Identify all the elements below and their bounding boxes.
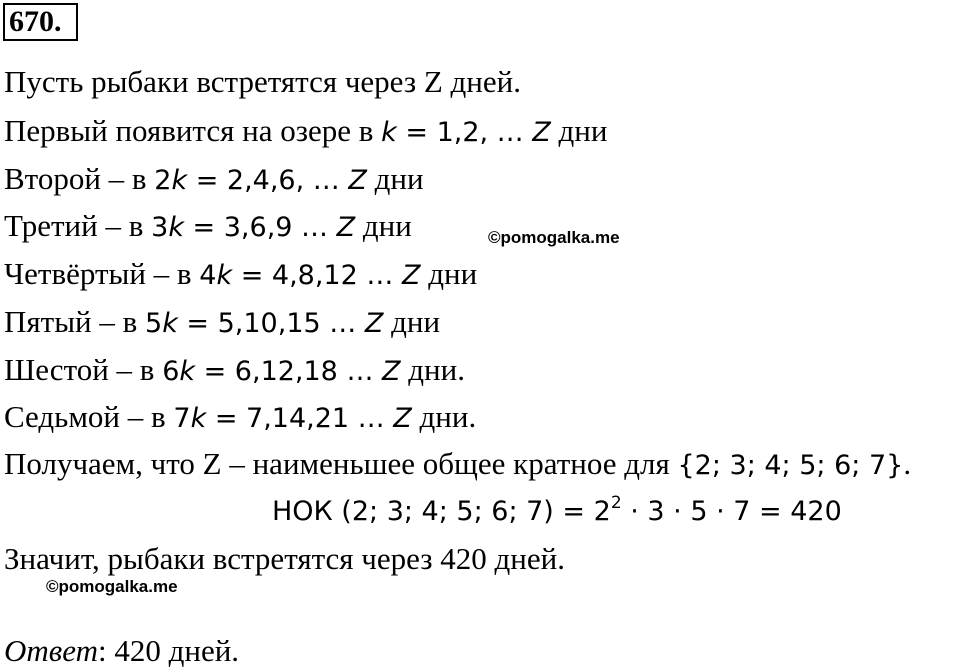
var-k: k — [216, 260, 233, 291]
line-third-end: дни — [355, 208, 412, 243]
line-seventh-math — [173, 403, 411, 434]
var-k: k — [179, 356, 196, 387]
line-first-end: дни — [550, 113, 608, 148]
lcm-exponent: 2 — [610, 493, 622, 513]
line-third-math — [151, 212, 355, 243]
sequence: = 2,4,6, … — [187, 165, 349, 196]
coef: 4 — [199, 260, 217, 291]
line-fifth-text: Пятый – в — [4, 304, 145, 339]
var-z: Z — [382, 356, 401, 387]
watermark-bottom: ©pomogalka.me — [46, 577, 178, 596]
var-k: k — [171, 165, 188, 196]
sequence: = 4,8,12 … — [232, 260, 402, 291]
answer-text: : 420 дней. — [97, 633, 240, 668]
line-result: Значит, рыбаки встретятся через 420 дней. — [4, 541, 565, 576]
task-number: 670. — [3, 3, 78, 41]
lcm-right: · 3 · 5 · 7 = 420 — [621, 496, 842, 527]
coef: 2 — [154, 165, 172, 196]
line-seventh-end: дни. — [411, 399, 477, 434]
line-sixth — [4, 352, 465, 390]
coef: 3 — [151, 212, 169, 243]
line-second — [4, 161, 424, 199]
line-first-text: Первый появится на озере в — [4, 113, 382, 148]
watermark-top: ©pomogalka.me — [488, 228, 620, 247]
sequence: = 7,14,21 … — [206, 403, 394, 434]
line-fifth — [4, 304, 440, 342]
var-z: Z — [532, 117, 551, 148]
line-fifth-math — [145, 308, 383, 339]
answer-line — [4, 633, 239, 669]
line-conclusion-end: . — [903, 446, 912, 481]
line-second-math — [154, 165, 367, 196]
answer-label: Ответ — [4, 633, 98, 668]
var-z: Z — [348, 165, 367, 196]
lcm-formula — [272, 494, 842, 530]
line-fourth-end: дни — [420, 256, 478, 291]
line-second-text: Второй – в — [4, 161, 155, 196]
line-seventh — [4, 399, 476, 437]
sequence: = 3,6,9 … — [183, 212, 337, 243]
var-k: k — [162, 308, 178, 339]
var-k: k — [168, 212, 184, 243]
lcm-left: НОК (2; 3; 4; 5; 6; 7) = 2 — [272, 496, 611, 527]
line-fourth-text: Четвёртый – в — [4, 256, 200, 291]
line-sixth-end: дни. — [400, 352, 465, 387]
line-conclusion — [4, 446, 911, 484]
line-third — [4, 208, 412, 246]
set-notation: {2; 3; 4; 5; 6; 7} — [677, 450, 904, 481]
line-third-text: Третий – в — [4, 208, 152, 243]
var-z: Z — [401, 260, 421, 291]
line-seventh-text: Седьмой – в — [4, 399, 174, 434]
var-k: k — [190, 403, 207, 434]
line-fifth-end: дни — [383, 304, 441, 339]
line-sixth-text: Шестой – в — [4, 352, 163, 387]
line-intro: Пусть рыбаки встретятся через Z дней. — [4, 64, 521, 99]
line-conclusion-text: Получаем, что Z – наименьшее общее кратное для — [4, 446, 678, 481]
coef: 5 — [145, 308, 163, 339]
var-z: Z — [336, 212, 356, 243]
line-fourth-math — [199, 260, 420, 291]
line-second-end: дни — [366, 161, 424, 196]
line-first-math — [381, 117, 551, 148]
coef: 6 — [162, 356, 180, 387]
sequence: = 6,12,18 … — [195, 356, 383, 387]
var-k: k — [381, 117, 397, 148]
sequence: = 1,2, … — [396, 117, 533, 148]
var-z: Z — [393, 403, 412, 434]
line-first — [4, 113, 607, 151]
var-z: Z — [364, 308, 384, 339]
line-fourth — [4, 256, 477, 294]
coef: 7 — [173, 403, 191, 434]
line-sixth-math — [162, 356, 400, 387]
sequence: = 5,10,15 … — [177, 308, 365, 339]
